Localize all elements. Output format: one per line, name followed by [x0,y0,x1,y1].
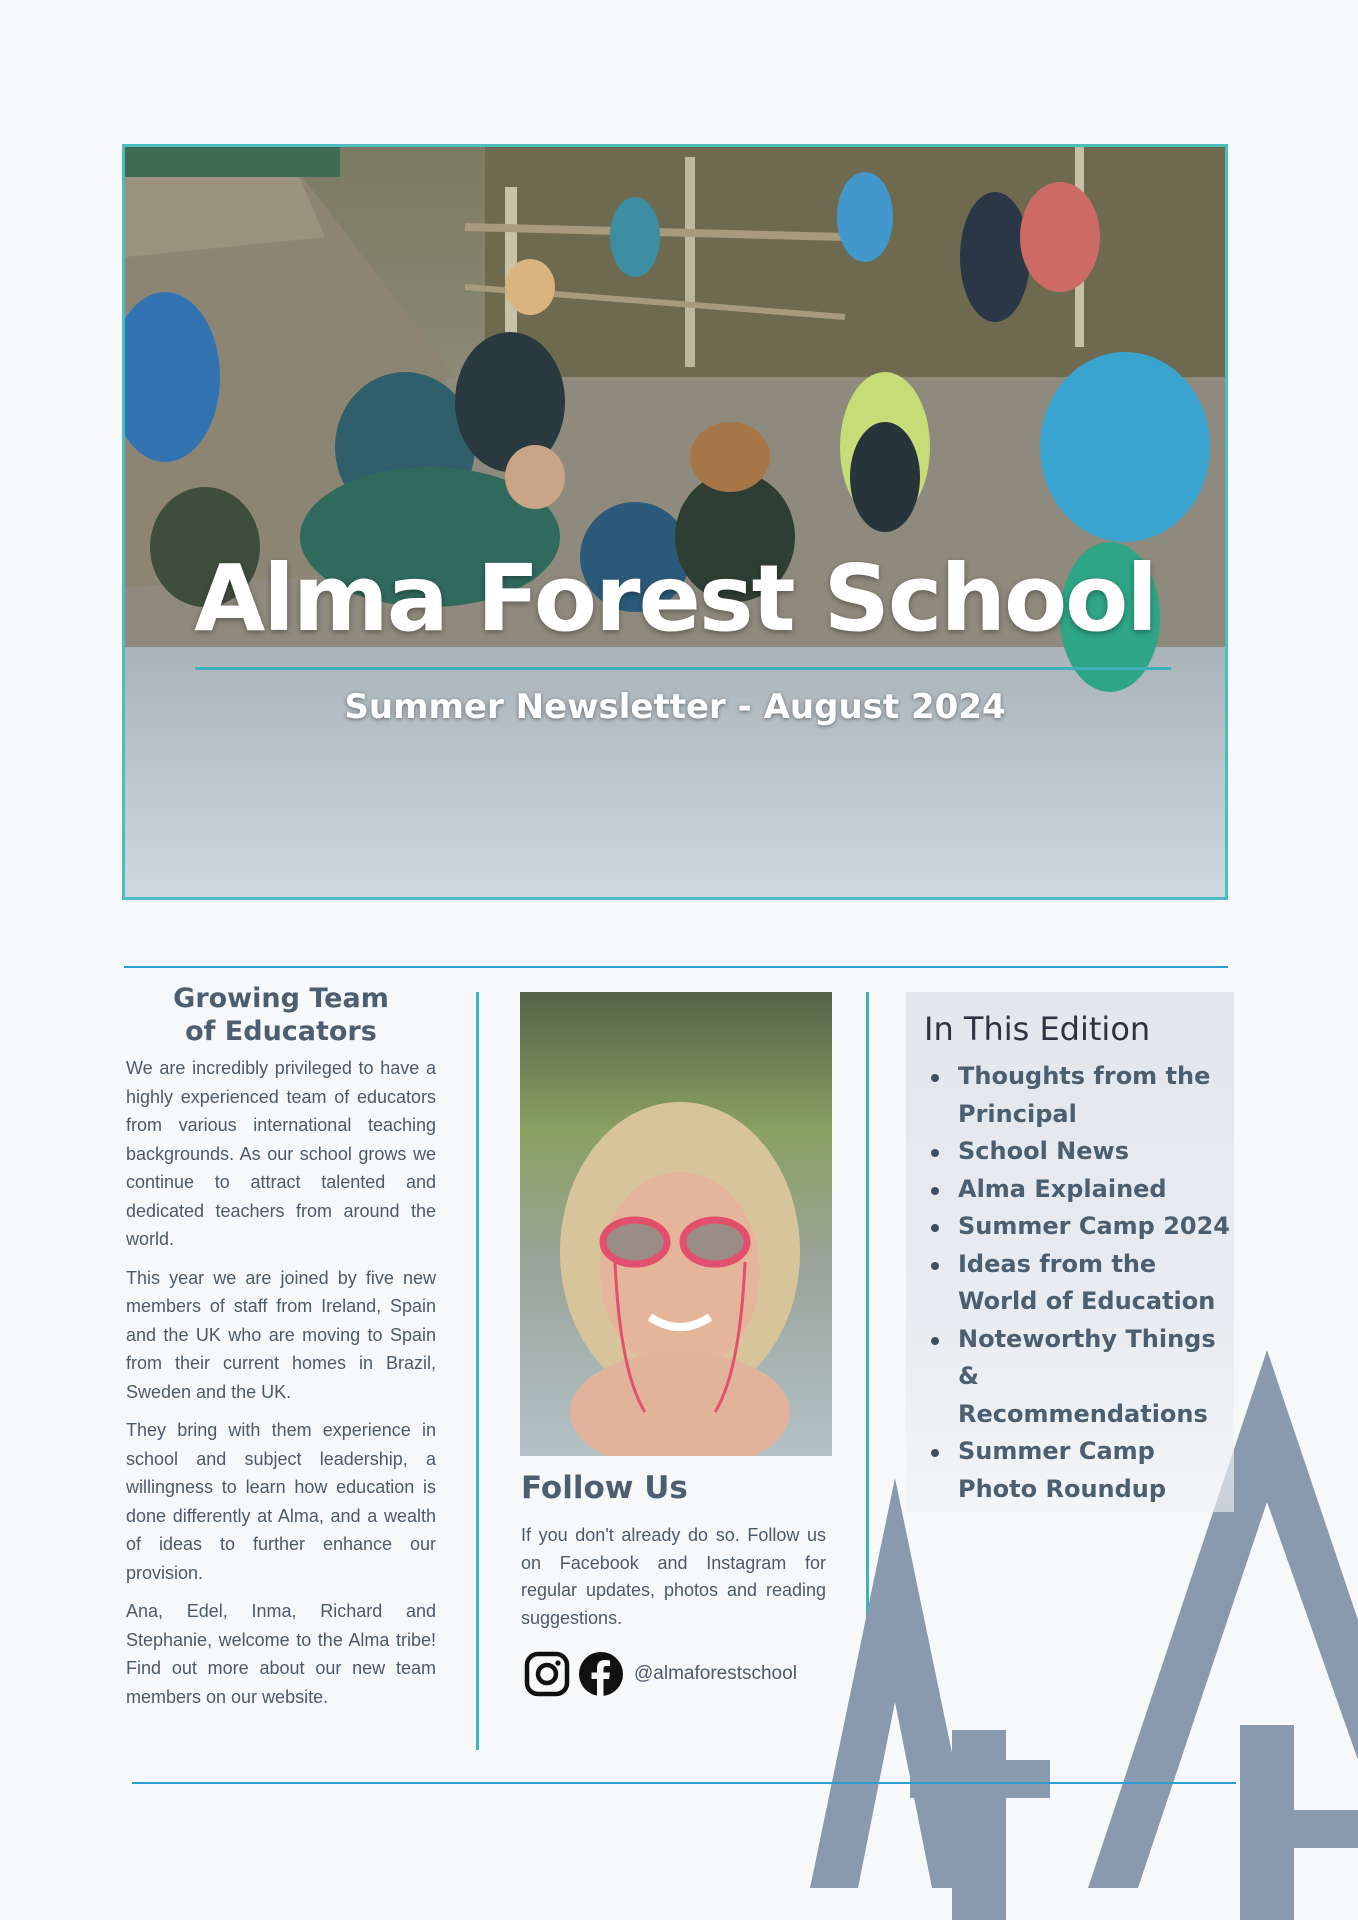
team-article-heading [126,982,436,1048]
hero-divider [195,667,1171,670]
top-divider [124,966,1228,968]
hero-title: Alma Forest School [194,545,1156,652]
edition-list [906,1058,1234,1508]
in-this-edition-panel [906,992,1234,1512]
column-divider-left [476,992,479,1750]
hero-banner [122,144,1228,900]
edition-item[interactable]: Noteworthy Things & Recommendations [958,1321,1234,1434]
team-paragraph-1: We are incredibly privileged to have a highly experienced team of educators from various international teaching backgrounds. As our school grows we continue to attract talented and dedicated teachers from around the world. [126,1058,436,1249]
edition-item[interactable]: Alma Explained [958,1171,1234,1209]
edition-item[interactable]: Summer Camp Photo Roundup [958,1433,1234,1508]
instagram-icon[interactable] [524,1651,570,1697]
team-heading-line1: Growing Team [173,983,389,1014]
bottom-divider [132,1782,1236,1784]
edition-item[interactable]: Ideas from the World of Education [958,1246,1234,1321]
follow-us-heading: Follow Us [521,1470,688,1506]
team-heading-line2: of Educators [185,1016,377,1047]
social-handle[interactable]: @almaforestschool [634,1663,797,1684]
hero-photo [125,147,1225,897]
edition-item[interactable]: Thoughts from the Principal [958,1058,1234,1133]
team-paragraph-2: This year we are joined by five new members of staff from Ireland, Spain and the UK who are moving to Spain from their current homes in Brazil, Sweden and the UK. [126,1267,436,1402]
follow-us-text: If you don't already do so. Follow us on Facebook and Instagram for regular updates, photos and reading suggestions. [521,1525,826,1628]
child-portrait-photo [520,992,832,1456]
team-paragraph-4: Ana, Edel, Inma, Richard and Stephanie, welcome to the Alma tribe! Find out more about our new team members on our website. [126,1601,436,1707]
edition-title: In This Edition [924,1010,1151,1048]
team-article [126,982,436,1721]
hero-subtitle: Summer Newsletter - August 2024 [344,687,1006,727]
edition-item[interactable]: Summer Camp 2024 [958,1208,1234,1246]
edition-item[interactable]: School News [958,1133,1234,1171]
facebook-icon[interactable] [578,1651,624,1697]
team-paragraph-3: They bring with them experience in school and subject leadership, a willingness to learn how education is done differently at Alma, and a wealth of ideas to further enhance our provision. [126,1420,436,1583]
social-links [524,1650,797,1698]
